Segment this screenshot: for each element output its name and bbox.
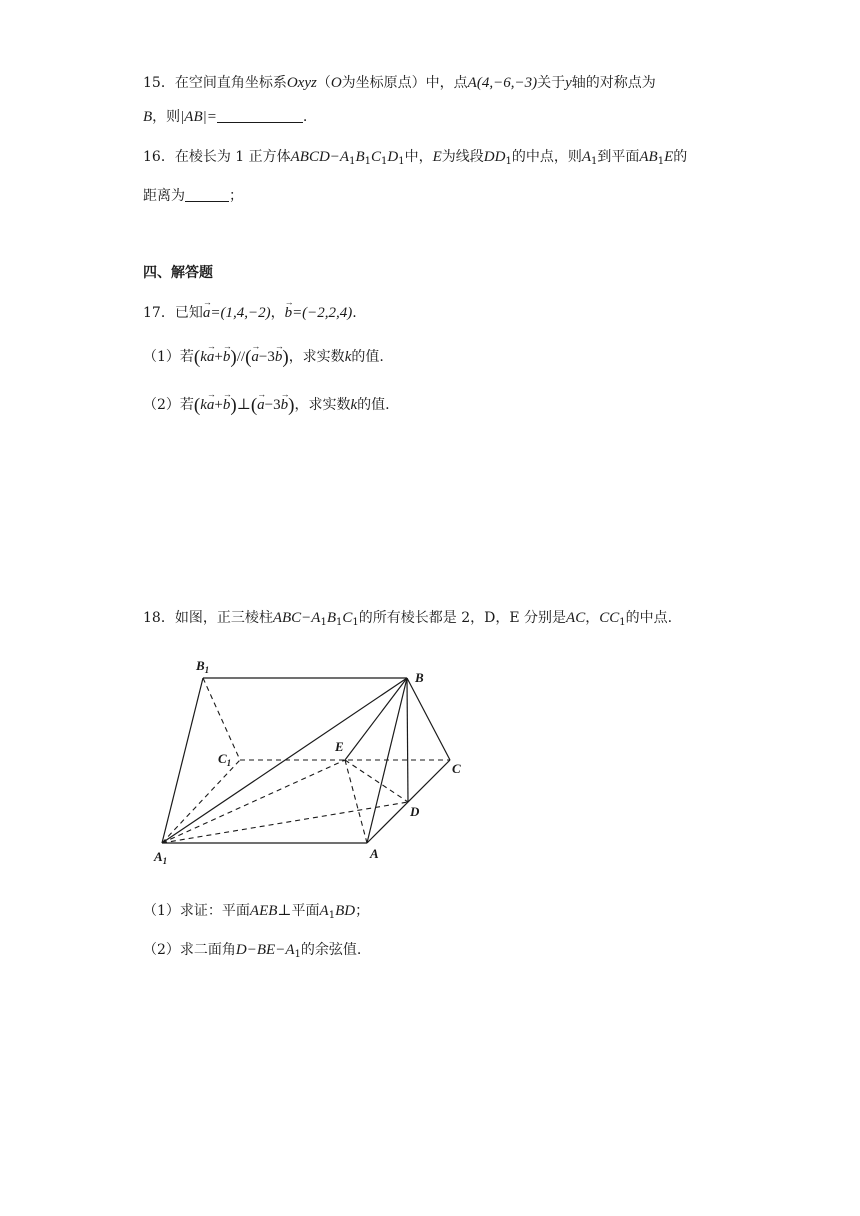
answer-blank (185, 187, 229, 202)
q17-part-2: （2）若(k→ a+→ b)⊥(→ a−3→ b)，求实数k的值. (143, 395, 390, 416)
hidden-edge-a1-e (162, 760, 345, 843)
q18-part-2: （2）求二面角$D-BE-A_1$的余弦值. (143, 942, 362, 960)
q17-line-1: 17．已知→ a=(1,4,−2)，→ b=(−2,2,4). (143, 303, 357, 323)
answer-blank (217, 108, 303, 123)
label-b: B (415, 670, 424, 685)
q16-line-1: 16．在棱长为 1 正方体$ABCD-A_1B_1C_1D_1$中，E为线段$DD_1$的中点，则$A_1$到平面$AB_1E$的 (143, 149, 688, 167)
label-e: E (335, 739, 344, 754)
hidden-edge-a1-c1 (162, 760, 240, 843)
q16-line-2: 距离为 ； (143, 188, 243, 204)
hidden-edge-b1-c1 (203, 678, 240, 760)
section-heading: 四、解答题 (143, 265, 213, 281)
label-b1: $B_1$ (196, 658, 210, 675)
q16-number: 16． (143, 149, 175, 165)
q15-line-2: B，则|AB|= . (143, 109, 308, 125)
prism-figure (150, 650, 480, 875)
label-a1: $A_1$ (154, 849, 168, 866)
q18-part-1: （1）求证：平面AEB⊥平面$A_1BD$； (143, 903, 370, 921)
q18-line-1: 18．如图，正三棱柱$ABC-A_1B_1C_1$的所有棱长都是 2，D，E 分别是AC，$CC_1$的中点. (143, 610, 673, 628)
label-d: D (410, 804, 420, 819)
label-a: A (370, 846, 379, 861)
q15-number: 15． (143, 75, 175, 91)
edge-b-d (407, 678, 408, 802)
q18-number: 18． (143, 610, 175, 626)
q17-part-1: （1）若(k→ a+→ b)//(→ a−3→ b)，求实数k的值. (143, 347, 384, 368)
q17-number: 17． (143, 305, 175, 321)
label-c: C (452, 761, 461, 776)
q15-line-1: 15．在空间直角坐标系Oxyz（O为坐标原点）中，点A(4,−6,−3)关于y轴的对称点为 (143, 75, 656, 91)
edge-b-e (345, 678, 407, 760)
edge-b-c (407, 678, 450, 760)
hidden-edge-a1-d (162, 802, 408, 843)
label-c1: $C_1$ (218, 751, 232, 768)
edge-b1-a1 (162, 678, 203, 843)
